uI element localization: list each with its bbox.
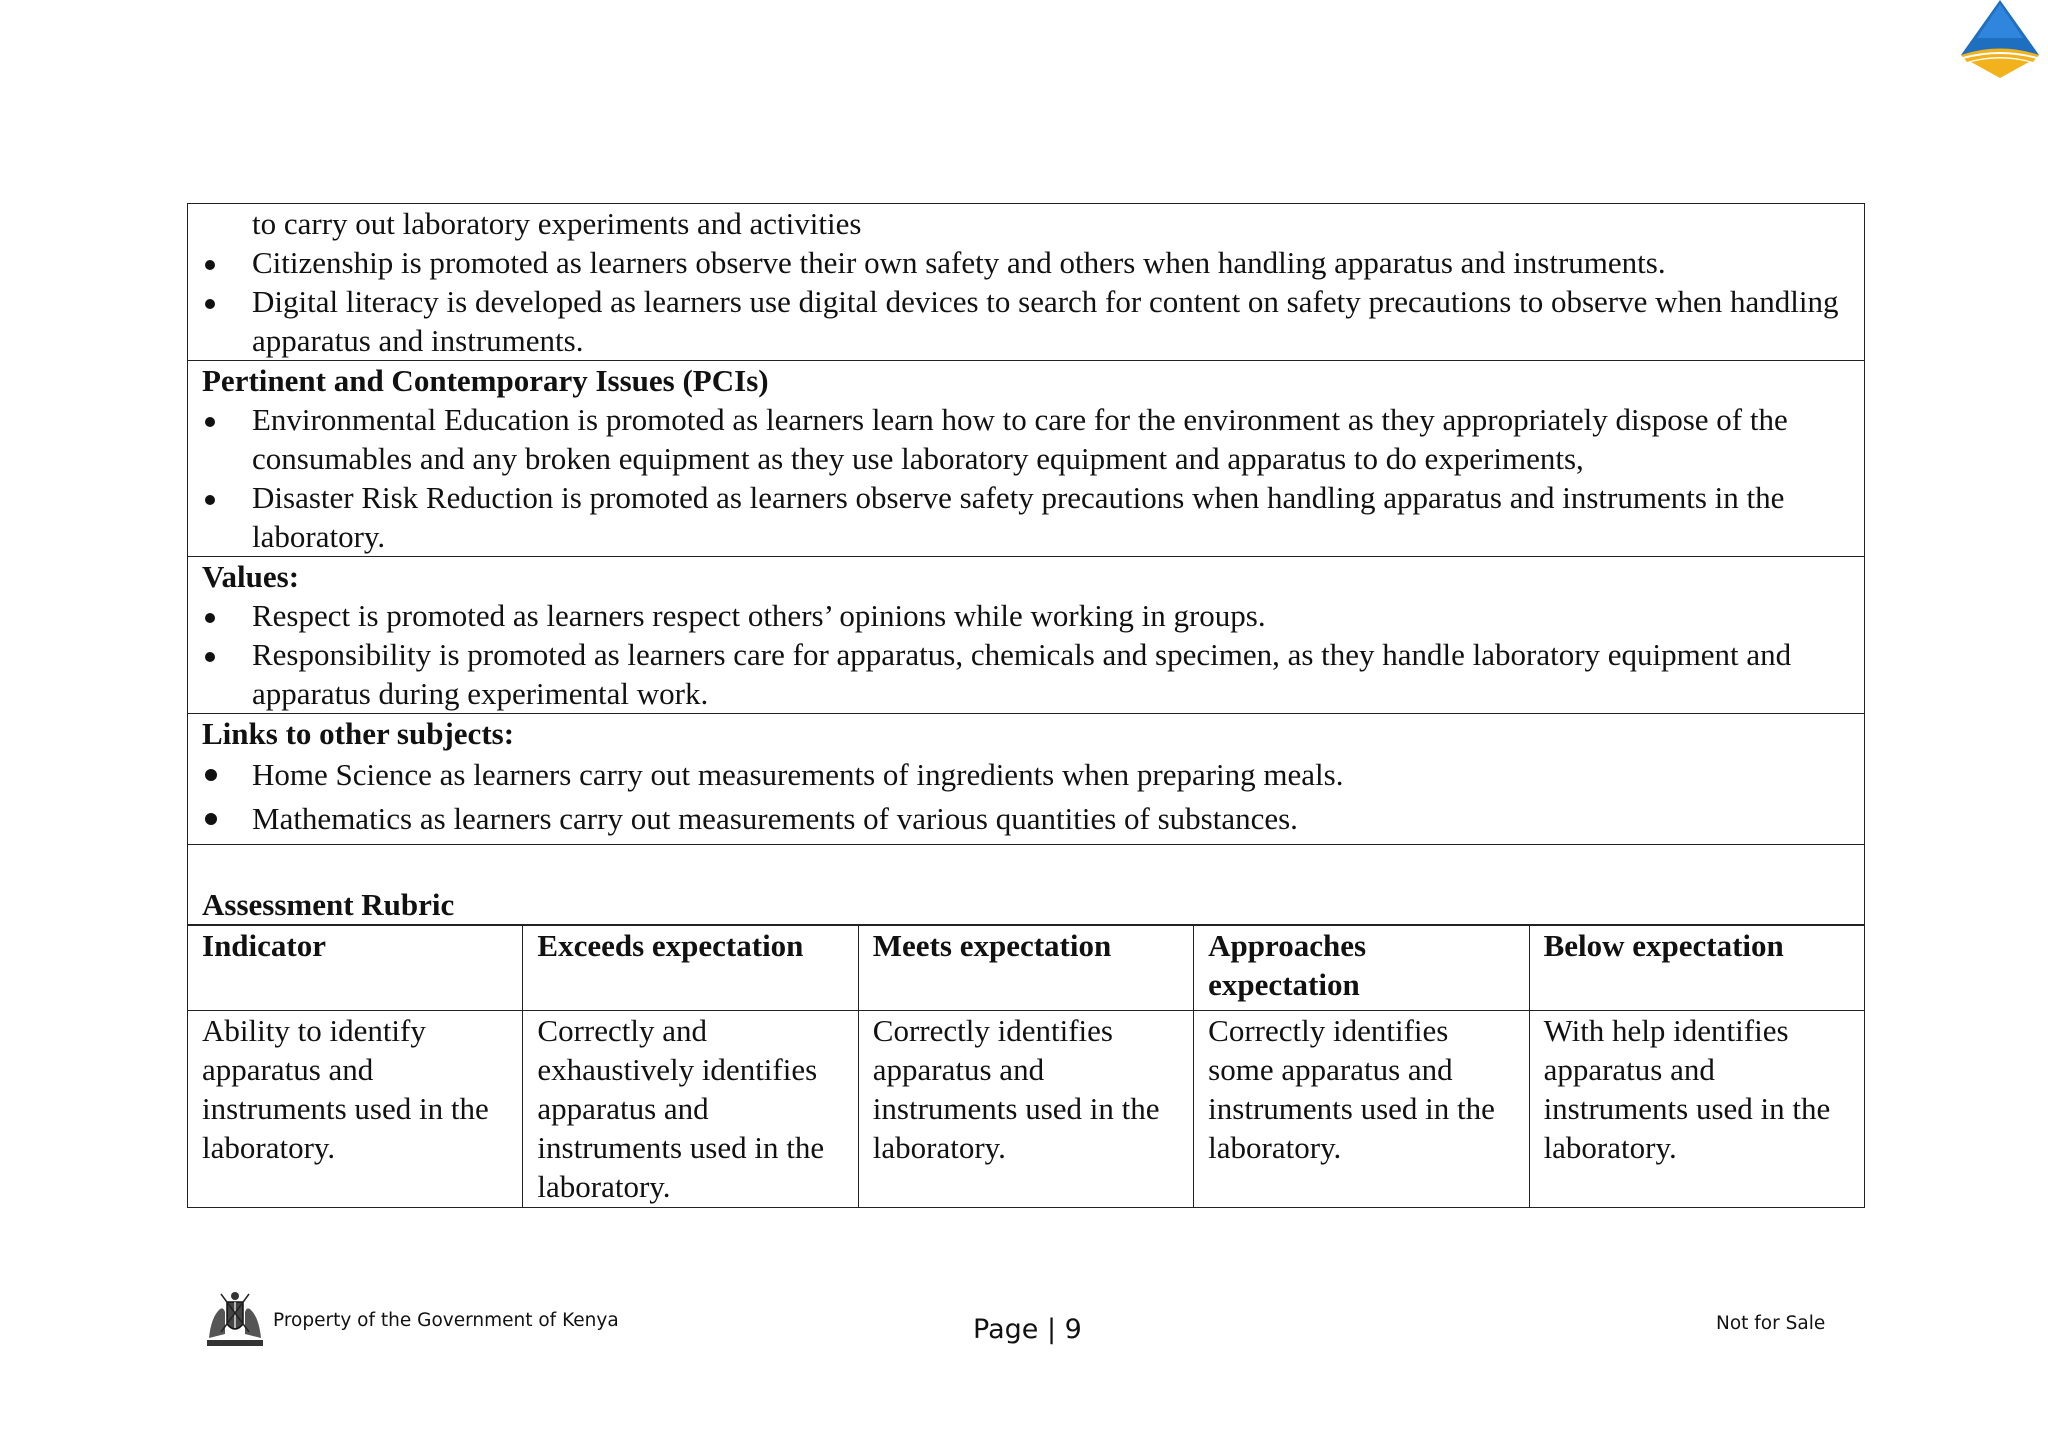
pcis-section <box>187 361 1865 557</box>
cell-meets: Correctly identifies apparatus and instruments used in the laboratory. <box>858 1011 1193 1208</box>
header-below: Below expectation <box>1529 926 1864 1011</box>
pcis-list <box>202 400 1850 556</box>
bullet-icon <box>205 417 215 427</box>
assessment-rubric-table <box>187 925 1865 1208</box>
section-title: Values: <box>202 559 300 594</box>
bullet-icon <box>205 495 215 505</box>
section-title: Links to other subjects: <box>202 716 515 751</box>
competencies-list <box>202 243 1850 360</box>
list-item: Responsibility is promoted as learners care for apparatus, chemicals and specimen, as they handle laboratory equipment and apparatus during experimental work. <box>202 635 1850 713</box>
links-list <box>202 753 1850 841</box>
bullet-icon <box>205 613 215 623</box>
bullet-icon <box>205 299 215 309</box>
kicd-logo-icon <box>1953 0 2048 80</box>
cell-exceeds: Correctly and exhaustively identifies apparatus and instruments used in the laboratory. <box>523 1011 858 1208</box>
bullet-icon <box>205 260 215 270</box>
header-indicator: Indicator <box>188 926 523 1011</box>
header-exceeds: Exceeds expectation <box>523 926 858 1011</box>
cell-below: With help identifies apparatus and instruments used in the laboratory. <box>1529 1011 1864 1208</box>
header-meets: Meets expectation <box>858 926 1193 1011</box>
list-item: Home Science as learners carry out measurements of ingredients when preparing meals. <box>202 753 1850 797</box>
bullet-icon <box>205 769 217 781</box>
table-header-row <box>188 926 1865 1011</box>
rubric-title: Assessment Rubric <box>202 887 455 922</box>
document-content <box>187 203 1865 1208</box>
list-item: Disaster Risk Reduction is promoted as learners observe safety precautions when handling apparatus and instruments in the laboratory. <box>202 478 1850 556</box>
bullet-icon <box>205 813 217 825</box>
competencies-section <box>187 203 1865 361</box>
rubric-heading-section <box>187 845 1865 925</box>
page-number: Page | 9 <box>973 1314 1082 1345</box>
list-item: Citizenship is promoted as learners observe their own safety and others when handling apparatus and instruments. <box>202 243 1850 282</box>
list-item: Digital literacy is developed as learners use digital devices to search for content on safety precautions to observe when handling apparatus and instruments. <box>202 282 1850 360</box>
table-row <box>188 1011 1865 1208</box>
header-approaches: Approaches expectation <box>1194 926 1529 1011</box>
cell-approaches: Correctly identifies some apparatus and instruments used in the laboratory. <box>1194 1011 1529 1208</box>
bullet-icon <box>205 652 215 662</box>
list-item: Environmental Education is promoted as learners learn how to care for the environment as they appropriately dispose of the consumables and any broken equipment as they use laboratory equipment and apparatus to do experiments, <box>202 400 1850 478</box>
values-section <box>187 557 1865 714</box>
list-item: Respect is promoted as learners respect others’ opinions while working in groups. <box>202 596 1850 635</box>
list-item: Mathematics as learners carry out measurements of various quantities of substances. <box>202 797 1850 841</box>
links-section <box>187 714 1865 845</box>
values-list <box>202 596 1850 713</box>
coat-of-arms-icon <box>205 1288 265 1348</box>
continued-line: to carry out laboratory experiments and activities <box>252 206 862 241</box>
cell-indicator: Ability to identify apparatus and instruments used in the laboratory. <box>188 1011 523 1208</box>
section-title: Pertinent and Contemporary Issues (PCIs) <box>202 363 769 398</box>
footer-property-text: Property of the Government of Kenya <box>273 1310 619 1331</box>
footer-not-for-sale: Not for Sale <box>1716 1313 1826 1334</box>
